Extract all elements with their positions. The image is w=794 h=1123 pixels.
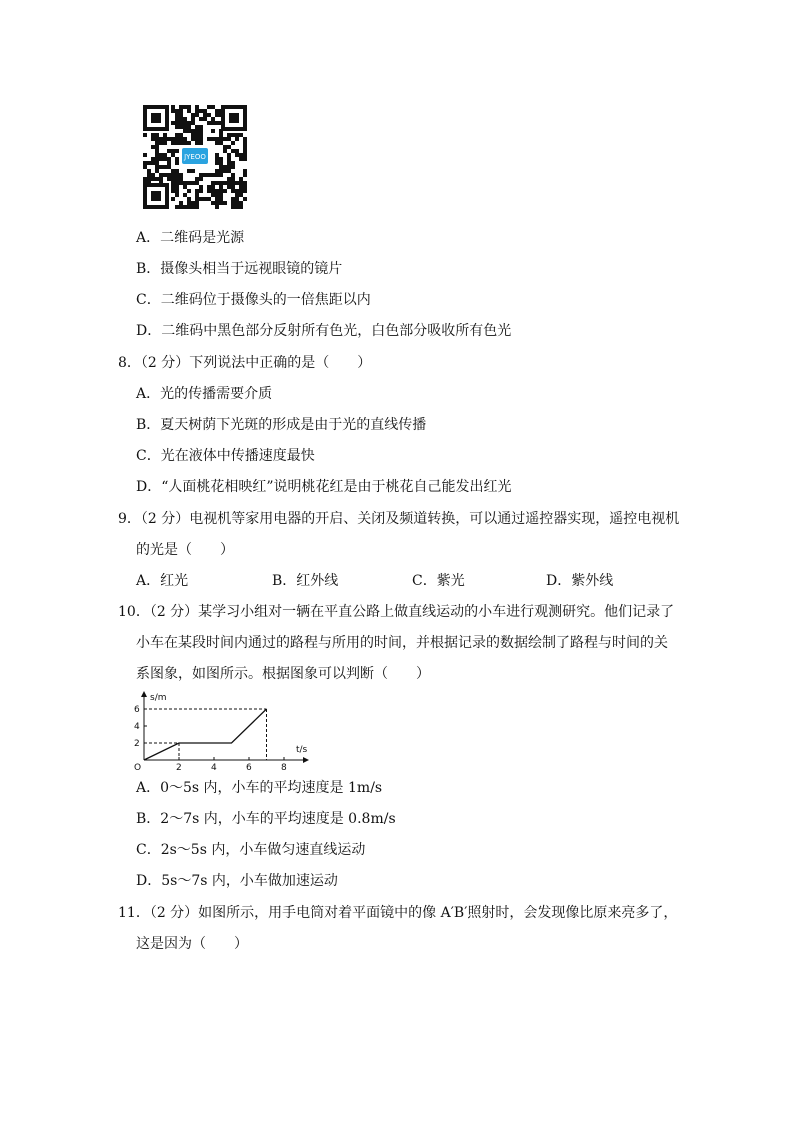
q8-option-c: C．光在液体中传播速度最快 — [136, 448, 315, 464]
q7-option-b: B．摄像头相当于远视眼镜的镜片 — [136, 261, 343, 277]
q10-stem-line2: 小车在某段时间内通过的路程与所用的时间，并根据记录的数据绘制了路程与时间的关 — [136, 635, 668, 651]
q11-stem-line2: 这是因为（ ） — [136, 936, 248, 952]
q8-option-d: D．“人面桃花相映红”说明桃花红是由于桃花自己能发出红光 — [136, 479, 512, 495]
y-axis-label: s/m — [150, 693, 167, 703]
q9-option-c: C．紫光 — [412, 573, 465, 589]
distance-time-line — [144, 709, 267, 760]
q9-option-a: A．红光 — [136, 573, 189, 589]
q7-option-d: D．二维码中黑色部分反射所有色光，白色部分吸收所有色光 — [136, 323, 512, 339]
q10-stem-line1: 10．（2 分）某学习小组对一辆在平直公路上做直线运动的小车进行观测研究。他们记录了 — [118, 604, 675, 620]
x-tick-label: 8 — [281, 763, 287, 772]
x-axis-label: t/s — [296, 745, 308, 755]
q9-stem-line1: 9．（2 分）电视机等家用电器的开启、关闭及频道转换，可以通过遥控器实现，遥控电视机 — [118, 511, 680, 527]
x-tick-label: 2 — [176, 763, 182, 772]
q7-option-c: C．二维码位于摄像头的一倍焦距以内 — [136, 292, 371, 308]
q10-option-c: C．2s～5s 内，小车做匀速直线运动 — [136, 842, 366, 858]
x-tick-label: 6 — [246, 763, 252, 772]
qr-code-image — [142, 104, 248, 210]
y-tick-label: 6 — [134, 705, 140, 715]
origin-label: O — [134, 763, 142, 772]
q10-option-d: D．5s～7s 内，小车做加速运动 — [136, 873, 338, 889]
q10-option-a: A．0～5s 内，小车的平均速度是 1m/s — [136, 780, 383, 796]
y-tick-label: 4 — [134, 722, 140, 732]
q10-option-b: B．2～7s 内，小车的平均速度是 0.8m/s — [136, 811, 396, 827]
q11-stem-line1: 11．（2 分）如图所示，用手电筒对着平面镜中的像 A′B′照射时，会发现像比原来亮多了， — [118, 905, 678, 921]
q9-stem-line2: 的光是（ ） — [136, 542, 234, 558]
q7-option-a: A．二维码是光源 — [136, 230, 245, 246]
q9-option-b: B．红外线 — [272, 573, 339, 589]
q8-option-a: A．光的传播需要介质 — [136, 386, 273, 402]
qr-badge-text: JYEOO — [184, 153, 206, 161]
q10-stem-line3: 系图象，如图所示。根据图象可以判断（ ） — [136, 666, 430, 682]
q8-stem: 8．（2 分）下列说法中正确的是（ ） — [118, 355, 372, 371]
y-tick-label: 2 — [134, 739, 140, 749]
distance-time-graph — [130, 690, 310, 772]
x-tick-label: 4 — [211, 763, 217, 772]
q9-option-d: D．紫外线 — [546, 573, 614, 589]
q8-option-b: B．夏天树荫下光斑的形成是由于光的直线传播 — [136, 417, 427, 433]
